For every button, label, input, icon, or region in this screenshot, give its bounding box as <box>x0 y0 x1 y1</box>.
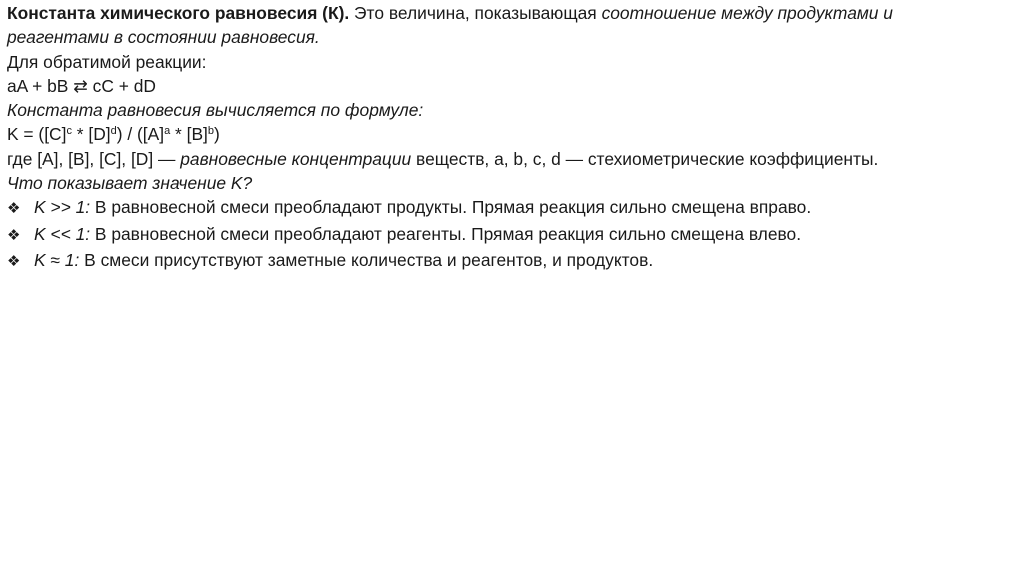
formula-part-1: K = ([C] <box>7 124 67 145</box>
reaction-intro: Для обратимой реакции: <box>7 51 207 72</box>
bullet-text: В равновесной смеси преобладают реагенты. Прямая реакция сильно смещена влево. <box>90 223 802 244</box>
slide-content <box>7 1 1012 274</box>
bullet-key: K ≈ 1: <box>34 249 80 270</box>
reaction-equation: aA + bB ⇄ cC + dD <box>7 75 156 96</box>
formula-part-2: * [D] <box>71 124 111 145</box>
diamond-quad-icon: ❖ <box>7 200 21 218</box>
diamond-quad-icon: ❖ <box>7 252 21 270</box>
legend-emphasis: равновесные концентрации <box>180 148 412 169</box>
definition-line-1 <box>7 1 1012 25</box>
formula <box>7 122 1012 146</box>
bullet-key: K >> 1: <box>34 197 91 218</box>
definition-term: Константа химического равновесия (К). <box>7 3 350 23</box>
legend-after: веществ, a, b, c, d — стехиометрические коэффициенты. <box>411 148 879 169</box>
diamond-quad-icon: ❖ <box>7 226 21 244</box>
bullet-item <box>7 248 1012 274</box>
formula-exp-d: d <box>110 125 117 138</box>
formula-exp-b: b <box>207 125 215 138</box>
bullet-text: В равновесной смеси преобладают продукты. Прямая реакция сильно смещена вправо. <box>90 197 812 218</box>
formula-exp-c: c <box>66 125 72 138</box>
bullet-key: K << 1: <box>34 223 91 244</box>
legend-line <box>7 147 1012 171</box>
formula-part-4: * [B] <box>170 124 208 145</box>
bullet-item <box>7 222 1012 248</box>
definition-emphasis-1: соотношение между продуктами и <box>601 3 893 23</box>
definition-text: Это величина, показывающая <box>349 3 602 23</box>
formula-exp-a: a <box>164 125 171 138</box>
legend-before: где [A], [B], [C], [D] — <box>7 148 181 169</box>
bullet-item <box>7 195 1012 221</box>
definition-line-2: реагентами в состоянии равновесия. <box>7 27 320 48</box>
formula-part-5: ) <box>214 124 220 145</box>
formula-part-3: ) / ([A] <box>116 124 165 145</box>
formula-intro: Константа равновесия вычисляется по формуле: <box>7 100 424 121</box>
question: Что показывает значение K? <box>7 173 253 194</box>
bullet-text: В смеси присутствуют заметные количества и реагентов, и продуктов. <box>79 249 654 270</box>
